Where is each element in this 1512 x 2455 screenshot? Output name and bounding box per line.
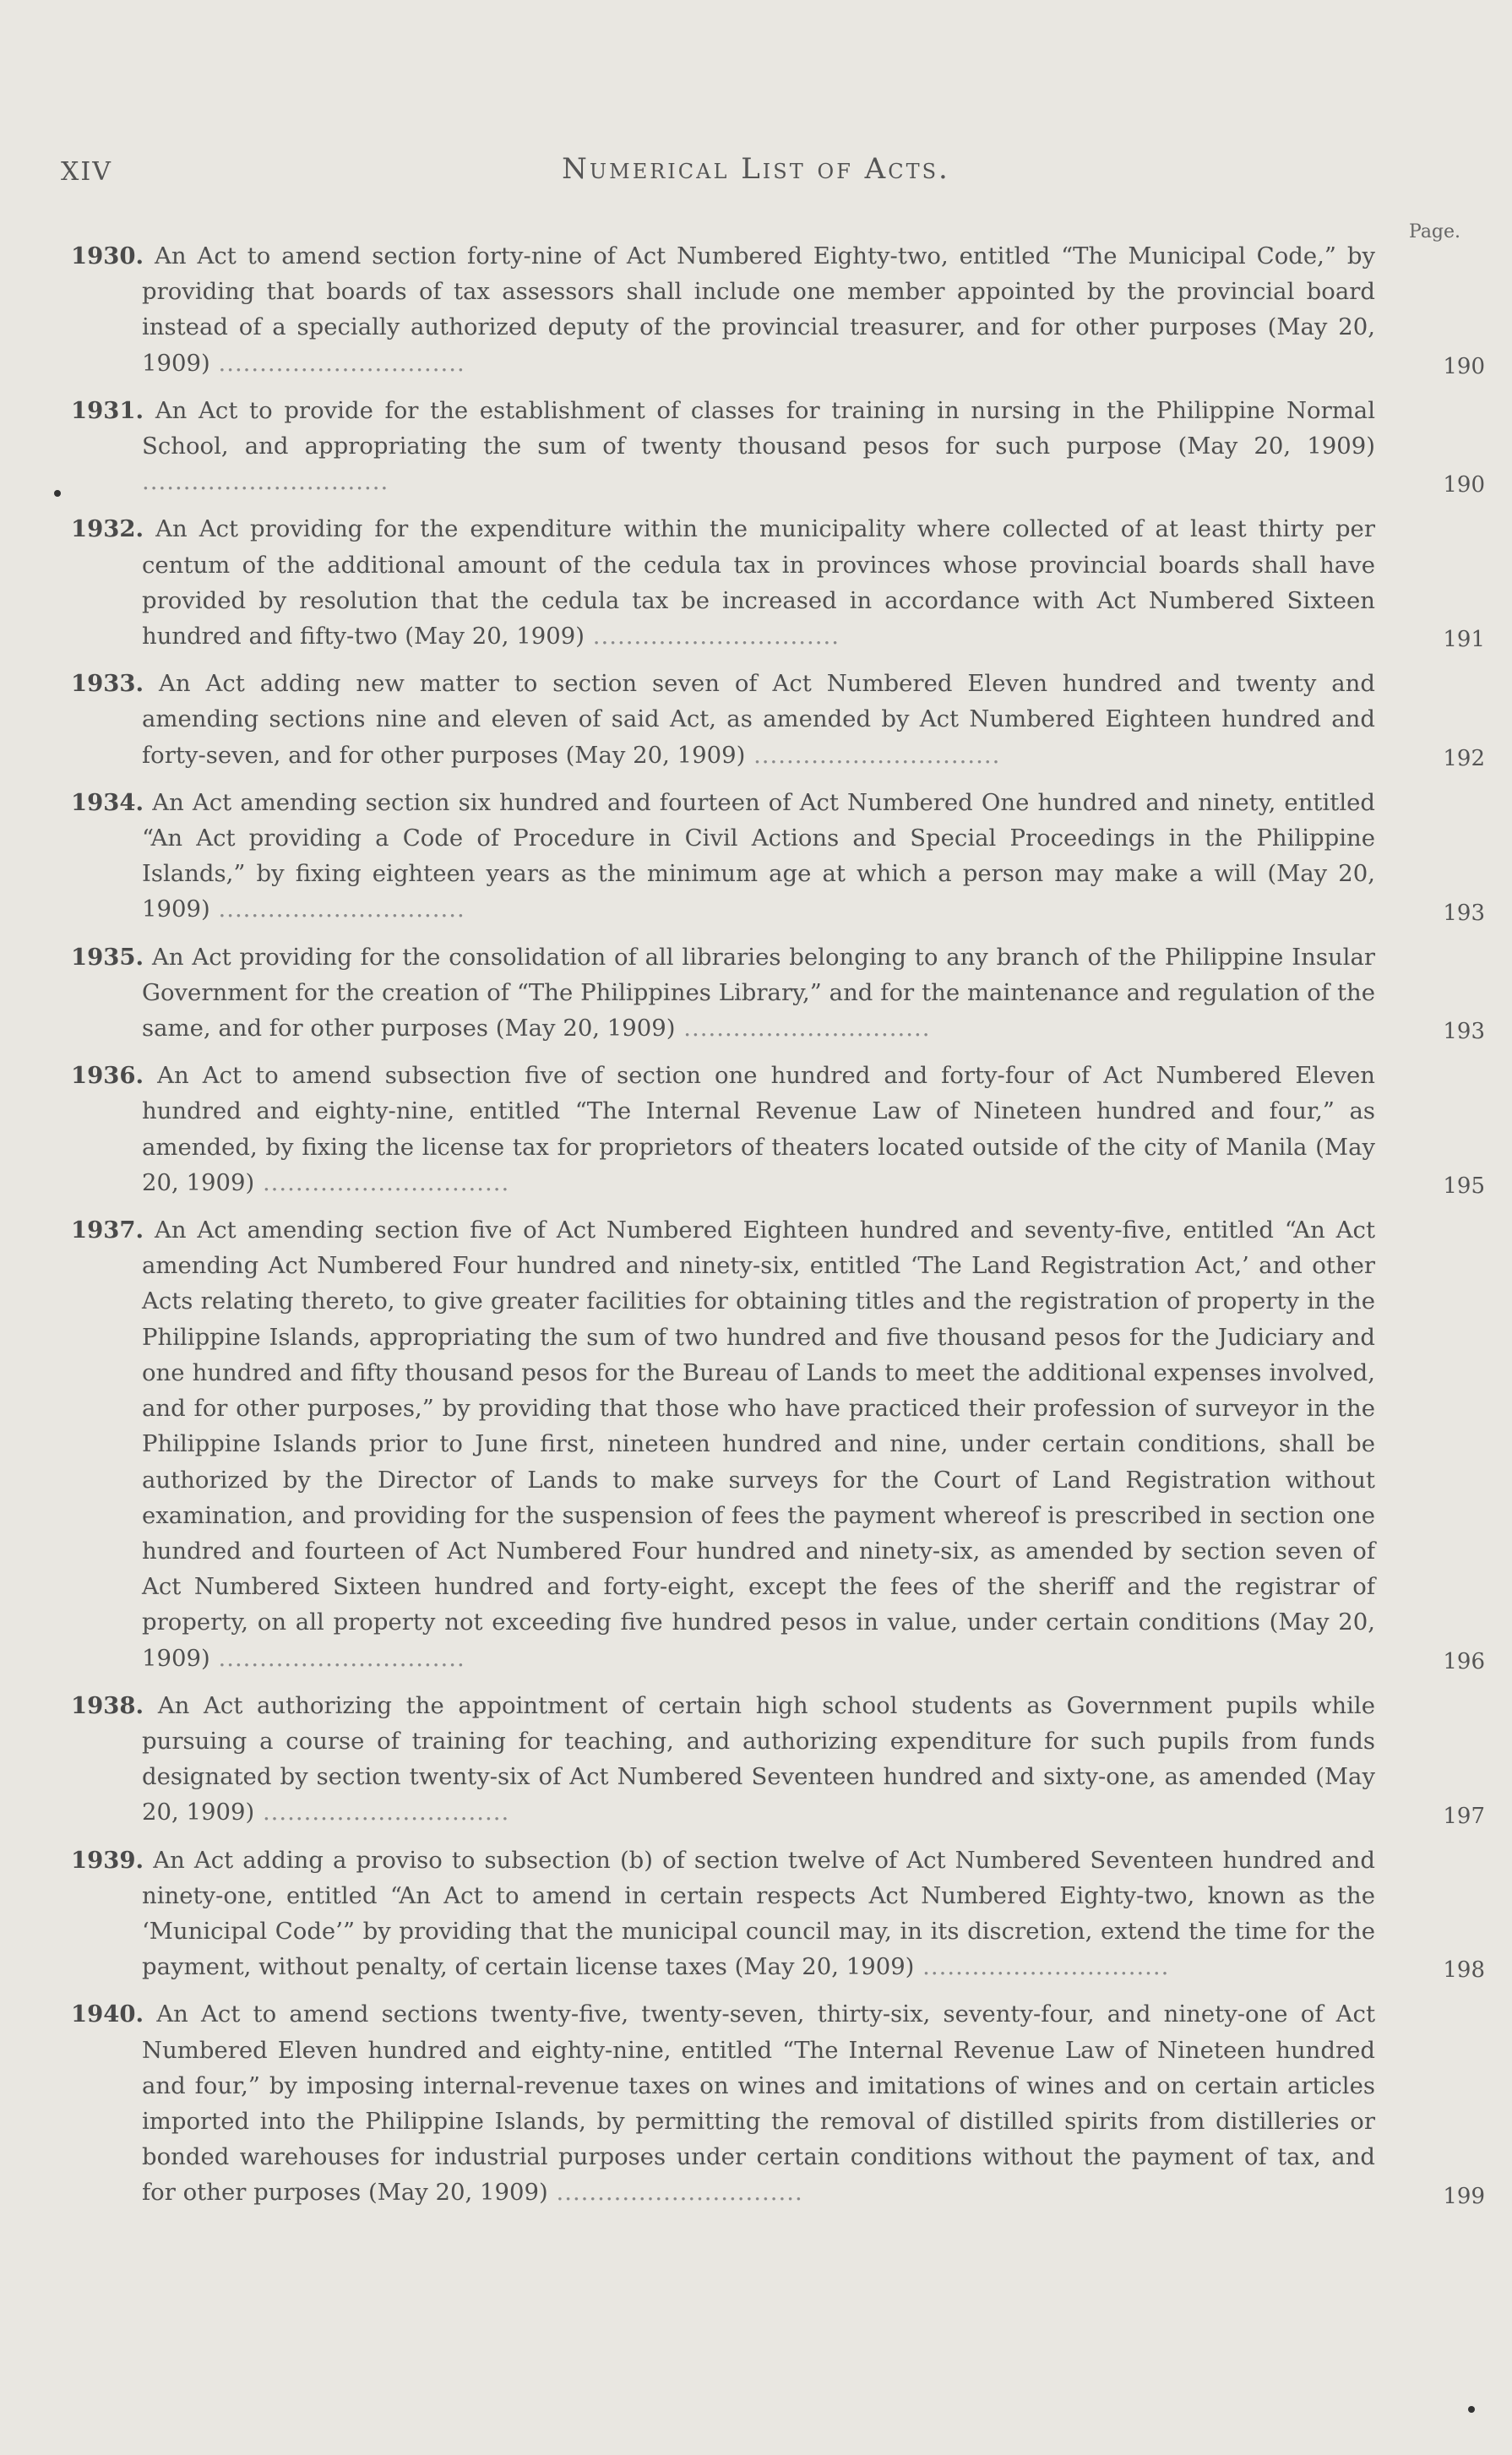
act-entry-body xyxy=(66,1996,1375,2210)
act-number: 1933. xyxy=(71,670,144,698)
act-title: An Act to amend section forty-nine of Act Numbered Eighty-two, entitled “The Municipal Code,” by providing that boards of tax assessors shall include one member appointed by the provincial board instead of a specially authorized deputy of the provincial treasurer, and for other purposes (May 20, 1909) xyxy=(142,242,1375,377)
act-title: An Act amending section six hundred and fourteen of Act Numbered One hundred and ninety, entitled “An Act providing a Code of Procedure in Civil Actions and Special Proceedings in the Philippine Islands,” by fixing eighteen years as the minimum age at which a person may make a will (May 20, 1909) xyxy=(142,788,1375,923)
leader-dots: .............................. xyxy=(209,895,465,923)
page-reference: 197 xyxy=(1443,1803,1485,1829)
page-reference: 193 xyxy=(1443,1019,1485,1045)
act-entry-body xyxy=(66,1212,1375,1676)
page-folio: XIV xyxy=(61,157,112,187)
act-entry xyxy=(66,1843,1485,1985)
leader-dots: .............................. xyxy=(254,1799,510,1826)
act-number: 1935. xyxy=(71,943,144,971)
leader-dots: .............................. xyxy=(745,741,1001,769)
leader-dots: .............................. xyxy=(675,1015,931,1042)
act-entry-body xyxy=(66,511,1375,654)
page-reference: 190 xyxy=(1443,353,1485,379)
leader-dots: .............................. xyxy=(585,623,840,650)
act-number: 1937. xyxy=(71,1217,144,1244)
act-title: An Act providing for the expenditure within the municipality where collected of at least thirty per centum of the additional amount of the cedula tax in provinces whose provincial boards shall have provided by resolution that the cedula tax be increased in accordance with Act Numbered Sixteen hundred and fifty-two (May 20, 1909) xyxy=(142,515,1375,650)
act-number: 1934. xyxy=(71,788,144,816)
act-entry xyxy=(66,1688,1485,1831)
act-title: An Act adding new matter to section seven of Act Numbered Eleven hundred and twenty and amending sections nine and eleven of said Act, as amended by Act Numbered Eighteen hundred and forty-seven, and for other purposes (May 20, 1909) xyxy=(142,670,1376,769)
act-number: 1938. xyxy=(71,1691,144,1719)
act-entry-body xyxy=(66,785,1375,928)
leader-dots: .............................. xyxy=(914,1953,1170,1981)
act-entry-body xyxy=(66,1058,1375,1200)
margin-dot xyxy=(54,490,61,497)
act-entry-body xyxy=(66,393,1375,500)
leader-dots: .............................. xyxy=(254,1168,510,1196)
act-entry xyxy=(66,393,1485,500)
act-title: An Act to provide for the establishment of classes for training in nursing in the Philippine Normal School, and appropriating the sum of twenty thousand pesos for such purpose (May 20, 1909) xyxy=(142,396,1375,460)
acts-list xyxy=(66,238,1485,2223)
act-title: An Act amending section five of Act Numbered Eighteen hundred and seventy-five, entitled “An Act amending Act Numbered Four hundred and ninety-six, entitled ‘The Land Registration Act,’ and other Acts relating thereto, to give greater facilities for obtaining titles and the registration of property in the Philippine Islands, appropriating the sum of two hundred and five thousand pesos for the Judiciary and one hundred and fifty thousand pesos for the Bureau of Lands to meet the additional expenses involved, and for other purposes,” by providing that those who have practiced their profession of surveyor in the Philippine Islands prior to June first, nineteen hundred and nine, under certain conditions, shall be authorized by the Director of Lands to make surveys for the Court of Land Registration without examination, and providing for the suspension of fees the payment whereof is prescribed in section one hundred and fourteen of Act Numbered Four hundred and ninety-six, as amended by section seven of Act Numbered Sixteen hundred and forty-eight, except the fees of the sheriff and the registrar of property, on all property not exceeding five hundred pesos in value, under certain conditions (May 20, 1909) xyxy=(142,1217,1375,1672)
act-title: An Act providing for the consolidation of all libraries belonging to any branch of the Philippine Insular Government for the creation of “The Philippines Library,” and for the maintenance and regulation of the same, and for other purposes (May 20, 1909) xyxy=(142,943,1375,1042)
leader-dots: .............................. xyxy=(209,1644,465,1672)
act-entry xyxy=(66,511,1485,654)
act-entry-body xyxy=(66,1688,1375,1831)
page-reference: 192 xyxy=(1443,745,1485,771)
act-entry-body xyxy=(66,1843,1375,1985)
corner-dot xyxy=(1468,2406,1475,2413)
act-number: 1930. xyxy=(71,242,144,269)
page-reference: 195 xyxy=(1443,1173,1485,1200)
act-entry xyxy=(66,785,1485,928)
act-title: An Act adding a proviso to subsection (b) of section twelve of Act Numbered Seventeen hundred and ninety-one, entitled “An Act to amend in certain respects Act Numbered Eighty-two, known as the ‘Municipal Code’” by providing that the municipal council may, in its discretion, extend the time for the payment, without penalty, of certain license taxes (May 20, 1909) xyxy=(142,1846,1375,1981)
act-entry xyxy=(66,1996,1485,2210)
act-entry-body xyxy=(66,238,1375,381)
page-reference: 191 xyxy=(1443,627,1485,653)
act-number: 1931. xyxy=(71,396,144,424)
act-entry xyxy=(66,1058,1485,1200)
act-number: 1939. xyxy=(71,1846,144,1874)
page-column-label: Page. xyxy=(1409,221,1461,242)
leader-dots: .............................. xyxy=(547,2179,803,2207)
act-title: An Act to amend subsection five of section one hundred and forty-four of Act Numbered Eleven hundred and eighty-nine, entitled “The Internal Revenue Law of Nineteen hundred and four,” as amended, by fixing the license tax for proprietors of theaters located outside of the city of Manila (May 20, 1909) xyxy=(142,1062,1375,1196)
page-reference: 198 xyxy=(1443,1957,1485,1984)
act-entry-body xyxy=(66,939,1375,1047)
act-entry xyxy=(66,939,1485,1047)
act-number: 1932. xyxy=(71,515,144,543)
act-entry xyxy=(66,238,1485,381)
page-reference: 190 xyxy=(1443,472,1485,498)
page-reference: 199 xyxy=(1443,2183,1485,2209)
act-number: 1936. xyxy=(71,1062,144,1090)
page-reference: 193 xyxy=(1443,900,1485,926)
page-reference: 196 xyxy=(1443,1648,1485,1674)
act-entry-body xyxy=(66,666,1375,773)
act-title: An Act authorizing the appointment of certain high school students as Government pupils while pursuing a course of training for teaching, and authorizing expenditure for such pupils from funds designated by section twenty-six of Act Numbered Seventeen hundred and sixty-one, as amended (May 20, 1909) xyxy=(142,1691,1375,1826)
leader-dots: .............................. xyxy=(142,468,389,496)
leader-dots: .............................. xyxy=(209,349,465,377)
act-number: 1940. xyxy=(71,2000,144,2028)
running-head: Numerical List of Acts. xyxy=(562,152,950,186)
act-entry xyxy=(66,666,1485,773)
act-title: An Act to amend sections twenty-five, twenty-seven, thirty-six, seventy-four, and ninety-one of Act Numbered Eleven hundred and eighty-nine, entitled “The Internal Revenue Law of Nineteen hundred and four,” by imposing internal-revenue taxes on wines and imitations of wines and on certain articles imported into the Philippine Islands, by permitting the removal of distilled spirits from distilleries or bonded warehouses for industrial purposes under certain conditions without the payment of tax, and for other purposes (May 20, 1909) xyxy=(142,2000,1375,2207)
act-entry xyxy=(66,1212,1485,1676)
